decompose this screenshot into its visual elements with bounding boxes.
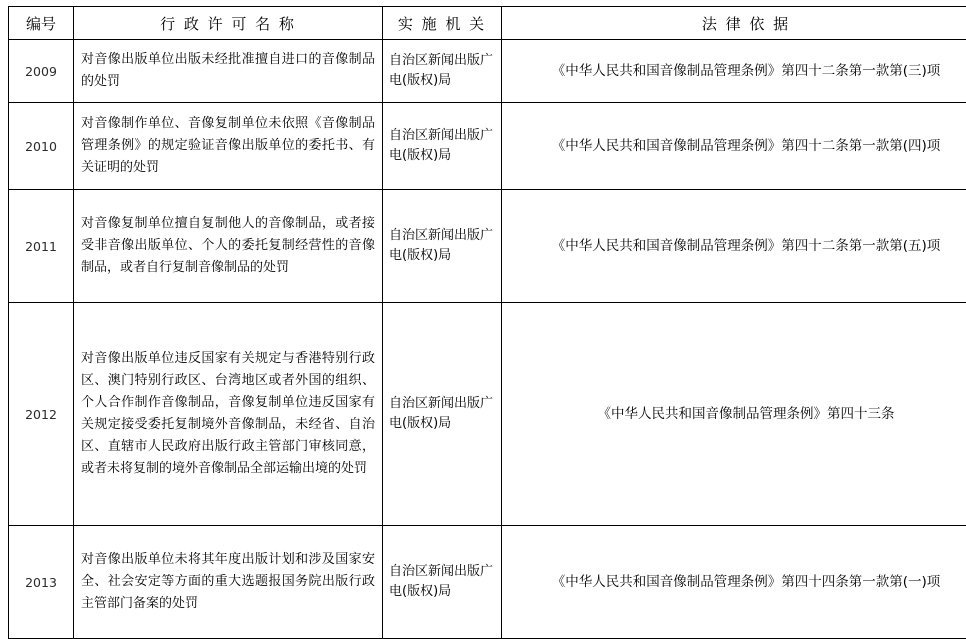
table-row — [9, 103, 966, 190]
cell-legal-basis: 《中华人民共和国音像制品管理条例》第四十三条 — [502, 303, 966, 526]
cell-id: 2013 — [9, 526, 74, 639]
cell-permit-name: 对音像出版单位违反国家有关规定与香港特别行政区、澳门特别行政区、台湾地区或者外国的组织、个人合作制作音像制品，音像复制单位违反国家有关规定接受委托复制境外音像制品，未经省、自治区、直辖市人民政府出版行政主管部门审核同意，或者未将复制的境外音像制品全部运输出境的处罚 — [74, 303, 383, 526]
cell-legal-basis: 《中华人民共和国音像制品管理条例》第四十四条第一款第(一)项 — [502, 526, 966, 639]
cell-legal-basis: 《中华人民共和国音像制品管理条例》第四十二条第一款第(五)项 — [502, 190, 966, 303]
cell-authority: 自治区新闻出版广电(版权)局 — [383, 103, 502, 190]
table-row — [9, 526, 966, 639]
column-header-id: 编号 — [9, 7, 74, 40]
column-header-law: 法 律 依 据 — [502, 7, 966, 40]
table-row — [9, 303, 966, 526]
cell-legal-basis: 《中华人民共和国音像制品管理条例》第四十二条第一款第(三)项 — [502, 40, 966, 103]
cell-authority: 自治区新闻出版广电(版权)局 — [383, 190, 502, 303]
cell-legal-basis: 《中华人民共和国音像制品管理条例》第四十二条第一款第(四)项 — [502, 103, 966, 190]
cell-authority: 自治区新闻出版广电(版权)局 — [383, 40, 502, 103]
cell-permit-name: 对音像出版单位未将其年度出版计划和涉及国家安全、社会安定等方面的重大选题报国务院出版行政主管部门备案的处罚 — [74, 526, 383, 639]
cell-authority: 自治区新闻出版广电(版权)局 — [383, 303, 502, 526]
cell-id: 2010 — [9, 103, 74, 190]
cell-authority: 自治区新闻出版广电(版权)局 — [383, 526, 502, 639]
cell-permit-name: 对音像出版单位出版未经批准擅自进口的音像制品的处罚 — [74, 40, 383, 103]
cell-id: 2012 — [9, 303, 74, 526]
cell-id: 2009 — [9, 40, 74, 103]
table-body — [9, 40, 966, 639]
cell-permit-name: 对音像复制单位擅自复制他人的音像制品，或者接受非音像出版单位、个人的委托复制经营性的音像制品，或者自行复制音像制品的处罚 — [74, 190, 383, 303]
table-row — [9, 40, 966, 103]
table-header-row — [9, 7, 966, 40]
column-header-name: 行 政 许 可 名 称 — [74, 7, 383, 40]
cell-id: 2011 — [9, 190, 74, 303]
column-header-org: 实 施 机 关 — [383, 7, 502, 40]
administrative-permit-table — [8, 6, 966, 639]
cell-permit-name: 对音像制作单位、音像复制单位未依照《音像制品管理条例》的规定验证音像出版单位的委托书、有关证明的处罚 — [74, 103, 383, 190]
table-header — [9, 7, 966, 40]
table-row — [9, 190, 966, 303]
